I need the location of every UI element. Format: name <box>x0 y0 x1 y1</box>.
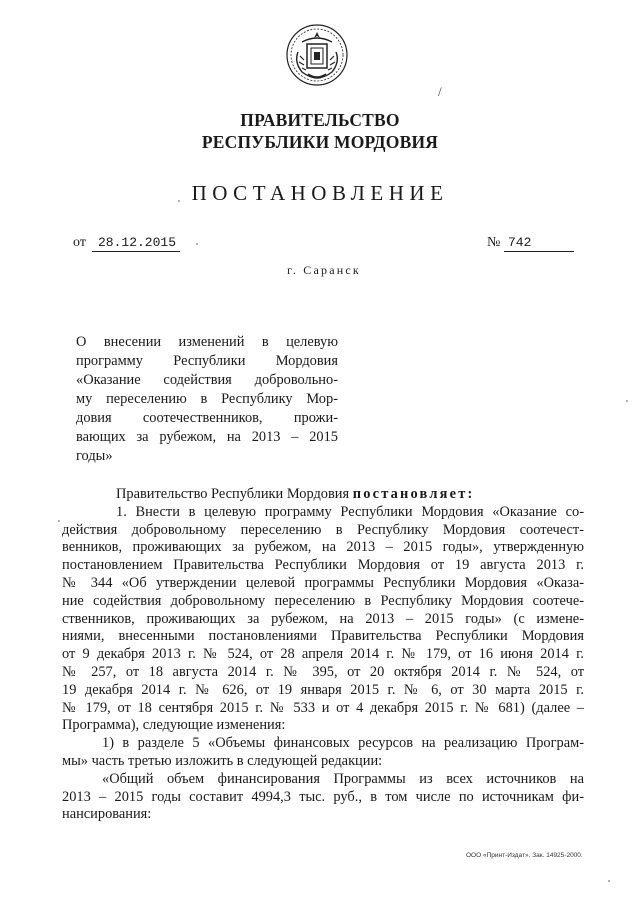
subject-line: му переселению в Республику Мор- <box>76 391 338 407</box>
decree-date: 28.12.2015 <box>92 235 180 252</box>
body-line: постановлением Правительства Республики Мордовия от 19 августа 2013 г. <box>62 557 584 574</box>
printer-imprint: ООО «Принт-Издат». Зак. 14925-2000. <box>466 852 583 859</box>
scan-speck <box>626 400 628 402</box>
government-name-line1: ПРАВИТЕЛЬСТВО <box>240 110 400 130</box>
body-line: ниями, внесенными постановлениями Правительства Республики Мордовия <box>62 628 584 645</box>
body-line: ственников, проживающих за рубежом, на 2013 – 2015 годы» (с измене- <box>62 610 584 627</box>
scan-speck <box>196 243 198 245</box>
decree-subject <box>76 333 338 466</box>
decree-number: 742 <box>504 235 574 252</box>
lead-keyword: постановляет: <box>352 486 475 502</box>
body-line: нансирования: <box>62 806 152 823</box>
subject-line: «Оказание содействия добровольно- <box>76 372 338 388</box>
body-line: 19 декабря 2014 г. № 626, от 19 января 2015 г. № 6, от 30 марта 2015 г. <box>62 681 584 698</box>
scan-speck <box>608 880 610 882</box>
body-line: № 179, от 18 сентября 2015 г. № 533 и от 4 декабря 2015 г. № 681) (далее – <box>62 699 584 716</box>
scan-speck <box>58 520 60 522</box>
lead-text: Правительство Республики Мордовия <box>116 486 353 502</box>
body-line: ние содействия добровольному переселению в Республику Мордовия соотече- <box>62 592 584 609</box>
body-line: венников, проживающих за рубежом, на 2013 – 2015 годы», утвержденную <box>62 539 584 556</box>
subject-line: О внесении изменений в целевую <box>76 334 338 350</box>
coat-of-arms-icon <box>284 22 350 88</box>
body-line: от 9 декабря 2013 г. № 524, от 28 апреля 2014 г. № 179, от 16 июня 2014 г. <box>62 646 584 663</box>
scan-speck <box>178 200 180 202</box>
body-line: «Общий объем финансирования Программы из всех источников на <box>102 770 584 787</box>
subject-line: довия соотечественников, прожи- <box>76 410 338 426</box>
subject-line: вающих за рубежом, на 2013 – 2015 <box>76 429 338 445</box>
margin-mark: / <box>438 84 442 99</box>
subject-line: годы» <box>76 448 113 464</box>
decree-title: ПОСТАНОВЛЕНИЕ <box>191 181 449 205</box>
number-prefix: № <box>487 235 501 250</box>
body-line: № 344 «Об утверждении целевой программы Республики Мордовия «Оказа- <box>62 574 584 591</box>
body-line: 1) в разделе 5 «Объемы финансовых ресурсов на реализацию Програм- <box>102 735 584 752</box>
body-line: Программа), следующие изменения: <box>62 717 286 734</box>
date-prefix: от <box>73 235 86 250</box>
body-line: 1. Внести в целевую программу Республики Мордовия «Оказание со- <box>116 503 584 520</box>
body-line: № 257, от 18 августа 2014 г. № 395, от 20 октября 2014 г. № 524, от <box>62 663 584 680</box>
decree-body <box>62 486 584 824</box>
government-name-line2: РЕСПУБЛИКИ МОРДОВИЯ <box>201 132 439 152</box>
body-line: действия добровольному переселению в Республику Мордовия соотечест- <box>62 521 584 538</box>
body-line: 2013 – 2015 годы составит 4994,3 тыс. руб., в том числе по источникам фи- <box>62 788 584 805</box>
body-lead <box>62 486 584 504</box>
city-name: г. Саранск <box>287 263 361 277</box>
body-line: мы» часть третью изложить в следующей редакции: <box>62 752 383 769</box>
subject-line: программу Республики Мордовия <box>76 353 338 369</box>
